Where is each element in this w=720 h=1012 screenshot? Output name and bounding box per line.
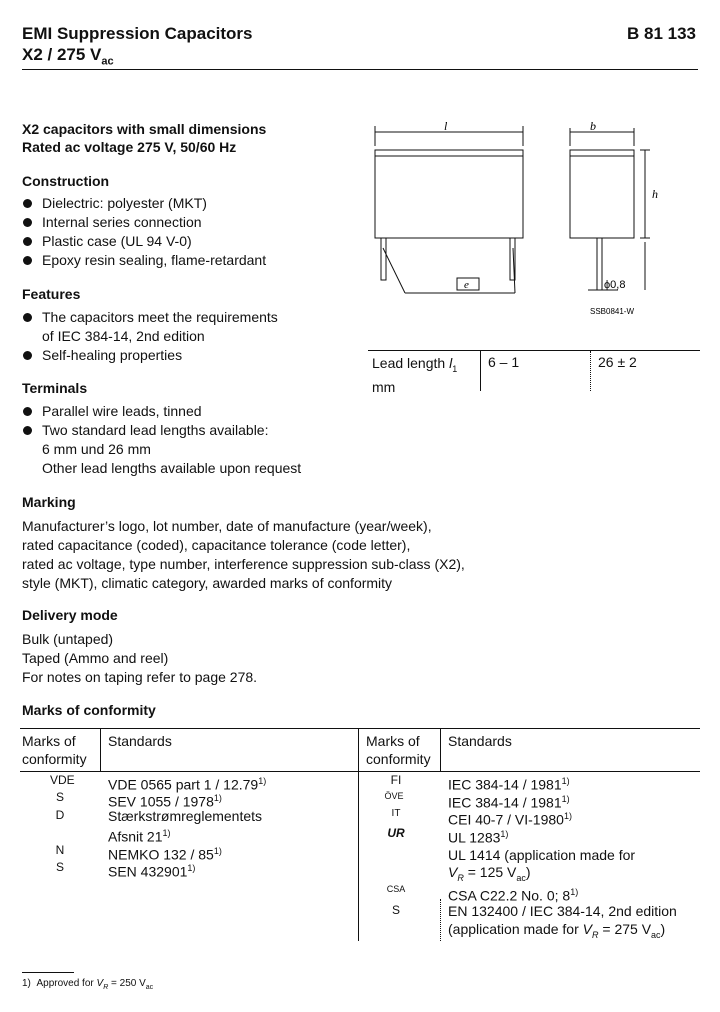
voltage-unit-sub: ac <box>145 984 154 991</box>
fimko-mark-icon: FI <box>390 773 402 787</box>
col-marks-line-2: conformity <box>366 751 431 767</box>
footnote-number: 1) <box>22 978 31 989</box>
delivery-line: Taped (Ammo and reel) <box>22 650 169 666</box>
marking-heading: Marking <box>22 494 76 510</box>
semko-mark-icon: S <box>391 903 400 917</box>
voltage-sub: R <box>457 872 464 883</box>
subtitle-main: X2 / 275 V <box>22 45 102 64</box>
delivery-heading: Delivery mode <box>22 607 118 623</box>
list-item <box>22 421 362 478</box>
col-header-marks-right <box>366 732 431 768</box>
lead-side <box>597 238 602 290</box>
demko-mark-icon: D <box>55 808 65 822</box>
table-divider <box>480 351 481 391</box>
part-code: B 81 133 <box>627 24 696 43</box>
footnote-ref: 1) <box>213 793 222 803</box>
list-item: Plastic case (UL 94 V-0) <box>22 232 342 251</box>
footnote-ref: 1) <box>187 863 196 873</box>
standard-text: Stærkstrømreglementets <box>108 808 263 824</box>
capacitor-body-front <box>375 150 523 238</box>
table-row <box>448 921 665 944</box>
terminal-2-line-3: Other lead lengths available upon request <box>42 460 302 476</box>
lead-length-text: Lead length <box>372 355 446 371</box>
standard-text: SEV 1055 / 1978 <box>108 793 214 810</box>
voltage-symbol: V <box>582 921 592 937</box>
delivery-text <box>22 630 422 687</box>
standard-text: NEMKO 132 / 85 <box>108 846 214 863</box>
table-row <box>448 847 635 864</box>
ove-mark-icon: ÖVE <box>384 791 404 801</box>
csa-mark-icon: CSA <box>386 884 406 894</box>
col-divider <box>440 729 441 771</box>
imq-mark-icon: IT <box>391 808 401 819</box>
paren-close: ) <box>525 864 531 880</box>
marking-line: style (MKT), climatic category, awarded marks of conformity <box>22 575 393 591</box>
lead-length-value-2: 26 ± 2 <box>598 354 637 370</box>
table-row <box>448 884 578 905</box>
drawing-code: SSB0841-W <box>590 307 635 316</box>
standard-text: EN 132400 / IEC 384-14, 2nd edition <box>448 903 677 919</box>
ul-recognized-mark-icon: UR <box>387 826 405 840</box>
voltage-sub: R <box>591 929 599 940</box>
intro-line-1: X2 capacitors with small dimensions <box>22 121 267 137</box>
voltage-symbol: V <box>96 978 104 989</box>
marking-line: Manufacturer’s logo, lot number, date of manufacture (year/week), <box>22 518 432 534</box>
subtitle-sub: ac <box>101 55 114 68</box>
lead-left <box>381 238 386 280</box>
vde-mark-icon: VDE <box>50 773 75 787</box>
page-title: EMI Suppression Capacitors <box>22 24 253 43</box>
footnote <box>22 978 153 991</box>
standard-text: CEI 40-7 / VI-1980 <box>448 811 564 828</box>
terminals-list <box>22 402 362 478</box>
col-header-standards: Standards <box>108 733 172 749</box>
dim-label-h: h <box>652 187 658 201</box>
list-item: Dielectric: polyester (MKT) <box>22 194 342 213</box>
footnote-ref: 1) <box>162 828 171 838</box>
nemko-mark-icon: N <box>55 843 65 857</box>
conformity-table <box>20 728 700 941</box>
voltage-value: = 250 V <box>108 978 146 989</box>
footnote-ref: 1) <box>561 776 570 786</box>
standard-text: IEC 384-14 / 1981 <box>448 776 562 793</box>
col-header-standards-right: Standards <box>448 733 512 749</box>
footnote-ref: 1) <box>570 887 579 897</box>
feature-1-line-1: The capacitors meet the requirements <box>42 309 278 325</box>
standard-text: Afsnit 21 <box>108 828 163 845</box>
list-item: Self-healing properties <box>22 346 352 365</box>
voltage-value: = 275 V <box>598 921 652 937</box>
semko-mark-icon: S <box>55 860 64 874</box>
list-item: Internal series connection <box>22 213 342 232</box>
application-text: (application made for <box>448 921 583 937</box>
dim-label-b: b <box>590 119 596 133</box>
features-heading: Features <box>22 286 81 302</box>
table-row <box>448 903 677 920</box>
marking-line: rated ac voltage, type number, interference suppression sub-class (X2), <box>22 556 465 572</box>
list-item: Epoxy resin sealing, flame-retardant <box>22 251 342 270</box>
marking-text <box>22 517 542 593</box>
marking-line: rated capacitance (coded), capacitance tolerance (code letter), <box>22 537 411 553</box>
terminal-2-line-2: 6 mm und 26 mm <box>42 441 151 457</box>
terminal-2-line-1: Two standard lead lengths available: <box>42 422 269 438</box>
standard-text: UL 1283 <box>448 829 501 846</box>
construction-heading: Construction <box>22 173 110 189</box>
table-divider <box>590 351 591 391</box>
capacitor-dimension-drawing <box>360 118 705 323</box>
footnote-text: Approved for <box>36 978 97 989</box>
header-underline <box>20 771 700 772</box>
lead-length-table <box>368 350 700 395</box>
table-row <box>108 808 262 825</box>
voltage-sub: R <box>103 984 109 991</box>
footnote-ref: 1) <box>563 811 572 821</box>
page-subtitle <box>22 45 114 67</box>
col-marks-line-2: conformity <box>22 751 87 767</box>
table-row <box>448 826 508 847</box>
delivery-line: For notes on taping refer to page 278. <box>22 669 258 685</box>
footnote-ref: 1) <box>258 776 267 786</box>
feature-1-line-2: of IEC 384-14, 2nd edition <box>42 328 205 344</box>
capacitor-body-side <box>570 150 634 238</box>
footnote-ref: 1) <box>213 846 222 856</box>
standard-text: VDE 0565 part 1 / 12.79 <box>108 776 259 793</box>
lead-length-label <box>372 354 457 396</box>
col-header-marks <box>22 732 87 768</box>
dim-label-e: e <box>464 279 469 291</box>
col-marks-line-1: Marks of <box>22 733 76 749</box>
lead-length-value-1: 6 – 1 <box>488 354 520 370</box>
header-divider <box>22 69 698 70</box>
voltage-unit-sub: ac <box>516 872 526 883</box>
col-divider <box>440 899 441 941</box>
paren-close: ) <box>660 921 666 937</box>
delivery-line: Bulk (untaped) <box>22 631 114 647</box>
dim-label-diameter: ϕ0,8 <box>604 279 626 291</box>
terminals-heading: Terminals <box>22 380 88 396</box>
footnote-divider <box>22 972 74 973</box>
list-item: Parallel wire leads, tinned <box>22 402 362 421</box>
features-list <box>22 308 352 365</box>
list-item <box>22 308 352 346</box>
table-row <box>108 860 195 881</box>
sev-mark-icon: S <box>55 790 64 804</box>
voltage-symbol: V <box>448 864 458 880</box>
footnote-ref: 1) <box>500 829 509 839</box>
col-marks-line-1: Marks of <box>366 733 420 749</box>
lead-length-sub: 1 <box>452 363 458 374</box>
footnote-ref: 1) <box>561 794 570 804</box>
voltage-value: = 125 V <box>463 864 517 880</box>
conformity-heading: Marks of conformity <box>22 702 156 718</box>
standard-text: SEN 432901 <box>108 863 188 880</box>
col-divider <box>358 729 359 941</box>
standard-text: UL 1414 (application made for <box>448 847 636 863</box>
standard-text: CSA C22.2 No. 0; 8 <box>448 887 571 904</box>
voltage-unit-sub: ac <box>651 929 661 940</box>
intro-line-2: Rated ac voltage 275 V, 50/60 Hz <box>22 139 237 155</box>
construction-list <box>22 194 342 270</box>
standard-text: IEC 384-14 / 1981 <box>448 794 562 811</box>
lead-length-unit: mm <box>372 378 396 395</box>
col-divider <box>100 729 101 771</box>
lead-length-symbol: l <box>449 355 453 371</box>
dim-label-l: l <box>444 119 448 133</box>
